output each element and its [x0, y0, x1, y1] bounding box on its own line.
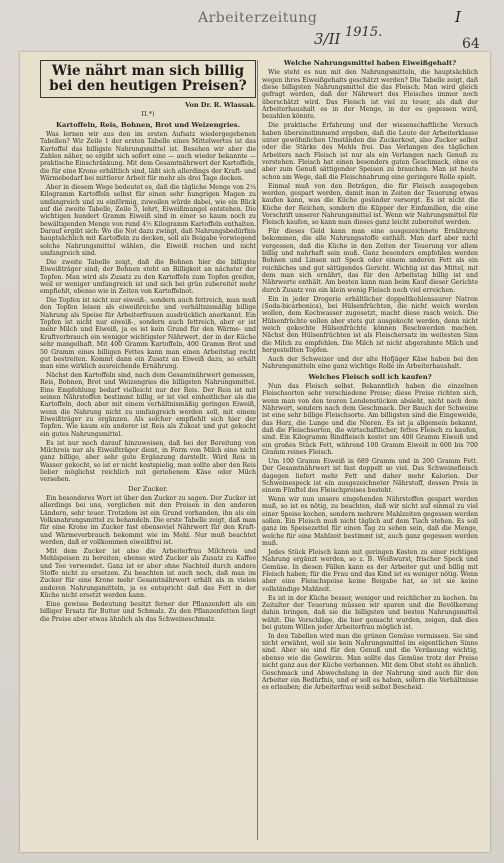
paragraph: Es ist nur noch darauf hinzuweisen, daß bei der Bereitung von Milchreis nur als Eiweißträger dient, in Form von Milch eine nicht ganz billige, aber sehr gute Ergänzung darstellt. Wird Reis in Wasser gekocht, so ist er nicht kostspielig, man sollte aber den Reis lieber möglichst reichlich mit geriebenem Käse oder Milch versehen. — [40, 439, 256, 484]
paragraph: In den Tabellen wird man die grünen Gemüse vermissen. Sie sind nicht erwähnt, weil sie kein Nahrungsmittel im eigentlichen Sinne sind. Aber sie sind für den Genuß und die Verdauung wichtig, ebenso wie die Gewürze. Man sollte das Gemüse trotz der Preise nicht ganz aus der Küche verbannen. Mit dem Obst steht es ähnlich. Geschmack und Abwechslung in der Nahrung sind auch für den Arbeiter ein Bedürfnis, und er soll es haben, sofern die Verhältnisse es erlauben; die Arbeiterfrau weiß selbst Bescheid. — [262, 632, 478, 692]
part-number: II.*) — [141, 110, 155, 119]
handwritten-year: 1915. — [345, 25, 383, 40]
byline: Von Dr. R. Wlassak. — [185, 101, 256, 109]
paragraph: Nächst den Kartoffeln sind, nach dem Gesamtnährwert gemessen, Reis, Bohnen, Brot und Weizengries die billigsten Nahrungsmittel. Eine Empfehlung bedarf vielleicht nur der Reis. Der Reis ist mit seinen Nährstoffen bestimmt billig, er ist viel einheitlicher als die Kartoffeln, doch aber mit einem verhältnismäßig geringen Eiweiß, wenn die Nahrung nicht zu umfangreich werden soll, mit einem Eiweißträger zu ergänzen. Als solcher empfiehlt sich hier der Topfen. Wie kaum ein anderer ist Reis als Zukost und gut gekocht ein gutes Nahrungsmittel. — [40, 372, 256, 438]
handwritten-date: 3/II — [314, 30, 341, 48]
paragraph: Eine gewisse Bedeutung besitzt ferner der Pflanzenfett als ein billiger Ersatz für Butter und Schmalz. Zu den Pflanzenfetten liegt die Preise aber etwas ähnlich als das Schweineschmalz. — [40, 600, 256, 623]
column-divider — [257, 60, 258, 840]
paragraph: Ein in jeder Drogerie erhältlicher doppeltkohlensaurer Natron (Soda-bicarbonica), bei Hülsenfrüchten, die nicht weich werden wollen, dem Kochwasser zugesetzt, macht diese rasch weich. Die Hülsenfrüchte sollen aber stets gut ausgekocht werden, denn nicht weich gekochte Hülsenfrüchte können Beschwerden machen. Nächst den Hülsenfrüchten ist als Fleischersatz im weitesten Sinn die Milch zu empfehlen. Die Milch ist nicht abgerahmte Milch und hergestellten Topfen. — [262, 295, 478, 355]
section-heading: Welche Nahrungsmittel haben Eiweißgehalt? — [283, 60, 457, 67]
subtitle: Kartoffeln, Reis, Bohnen, Brot und Weizengries. — [56, 120, 240, 129]
paragraph: Die praktische Erfahrung und der wissenschaftliche Versuch haben übereinstimmend ergeben, daß die Leute der Arbeiterklasse unter gewöhnlichen Umständen die Zuckerkost, also Zucker selbst oder die Stärke des Mehls frei. Das Verlangen des täglichen Arbeiters nach Fleisch ist nur als ein Verlangen nach Genuß zu verstehen. Fleisch hat einen besonders guten Geschmack, ohne es aber zum Genuß sättigender Speisen zu brauchen. Man ist heute schon am Wege, daß die Fleischnahrung eine geringere Rolle spielt. — [262, 122, 478, 181]
section-heading: Der Zucker. — [128, 484, 168, 493]
paragraph: Nun das Fleisch selbst. Bekanntlich haben die einzelnen Fleischsorten sehr verschiedene Preise; diese Preise richten sich, wenn man von den teuren Lendenstücken absieht, nicht nach dem Nährwert, sondern nach dem Geschmack. Der Bauch der Schweine ist eine sehr billige Fleischsorte. Am billigsten sind die Eingeweide, das Herz, die Lunge und die Nieren. Es ist ja allgemein bekannt, daß die Fleischsorten, die wirtschaftlicher, fettes Fleisch zu kaufen, sind. Ein Kilogramm Rindfleisch kostet um 400 Gramm Eiweiß und ein großes Stück Fett, während 100 Gramm Eiweiß in 600 bis 700 Gramm reines Fleisch. — [262, 382, 478, 457]
paragraph: Aber in diesem Wege bedeutet es, daß die tägliche Menge von 2¼ Kilogramm Kartoffeln selbst für einen sehr hungrigen Magen zu umfangreich und zu einförmig, zuweilen würde dabei, wie ein Blick auf die zweite Tabelle, Zeile 5, lehrt, Eiweißmangel entstehen. Die wichtigen hundert Gramm Eiweiß sind in einer so kaum noch zu bewältigenden Menge von rund 4½ Kilogramm Kartoffeln enthalten. Darauf ergibt sich: Wo die Not dazu zwingt, daß Nahrungsbedürfnis hauptsächlich mit Kartoffeln zu decken, soll als Beigabe vorwiegend solche Nahrungsmittel wählen, die Eiweiß reichen und nicht umfangreich sind. — [40, 183, 256, 258]
title-box — [40, 60, 256, 98]
paragraph: Die zweite Tabelle zeigt, daß die Bohnen hier die billigste Eiweißträger sind; der Bohnen steht an Billigkeit an nächster der Topfen. Man wird als Zusatz zu den Kartoffeln zum Topfen greifen, weil er weniger umfangreich ist und sich bei grün zubereitet mehr empfiehlt, ebenso wie in Zeiten von Kartoffelnot. — [40, 258, 256, 296]
paragraph: Mit dem Zucker ist also die Arbeiterfrau Milchreis und Mehlspeisen zu bereiten; ebenso wird Zucker als Zusatz zu Kaffee und Tee verwendet. Ganz ist er aber ohne Nachteil durch andere Stoffe nicht zu ersetzen. Zu beachten ist auch noch, daß man im Zucker für eine Krone mehr Gesamtnährwert erhält als in vielen anderen Nahrungsmitteln, ja es entspricht daß das Fett in der Küche nicht ersetzt werden kann. — [40, 547, 256, 599]
paragraph: Die Topfen ist nicht nur eiweiß-, sondern auch fettreich, man muß den Topfen leisen als eiweißreiche und verhältnismäßig billige Nahrung als Speise für Arbeiterfrauen ausdrücklich anerkannt. Ein Topfen ist nicht nur eiweiß-, sondern auch fettreich, aber er ist mehr Milch und Eiweiß, ja es ist kein Grund für den Wärme- und Kraftverbrauch ein weniger wichtigster Nährwert, der in der Küche sehr mangelhaft. Mit 400 Gramm Kartoffeln, 400 Gramm Brot und 50 Gramm eines billigen Fettes kann man einen Arbeitstag recht gut bestreiten. Kommt dann ein Zusatz an Eiweiß dazu, so erhält man eine wirklich ausreichende Ernährung. — [40, 297, 256, 371]
paragraph: Es ist in der Küche besser, weniger und reichlicher zu kochen. Im Zeitalter der Teuerung müssen wir sparen und die Bevölkerung dahin bringen, daß sie die billigsten und besten Nahrungsmittel wählt. Die Vorschläge, die hier gemacht wurden, zeigen, daß dies bei gutem Willen jeder Arbeiterfrau möglich ist. — [262, 594, 478, 631]
paragraph: Wie steht es nun mit den Nahrungsmitteln, die hauptsächlich wegen ihres Eiweißgehalts geschätzt werden? Die Tabelle zeigt, daß diese billigsten Nahrungsmittel die das Fleisch. Man wird gleich gefragt werden, daß der Nährwert des Fleisches immer noch überschätzt wird. Das Fleisch ist viel zu teuer, als daß der Arbeiterhaushalt es in der Menge, in der es gegessen wird, bezahlen könnte. — [262, 69, 478, 121]
paragraph: Jedes Stück Fleisch kann mit geringen Kosten zu einer richtigen Nahrung ergänzt werden, so z. B. Weißwurst, frischer Speck und Gemüse. In diesen Fällen kann es der Arbeiter gut und billig mit Fleisch haben; für die Frau und das Kind ist es weniger nötig. Wenn aber eine Fleischspeise keine Beigabe hat, so ist sie keine vollständige Mahlzeit. — [262, 549, 478, 593]
right-column — [262, 60, 478, 840]
paragraph: Wenn wir nun unsere eingehenden Nährstoffen gespart werden muß, so ist es nötig, zu beachten, daß wir nicht auf einmal zu viel einer Speise kochen, sondern mehrere Mahlzeiten gegessen werden sollen. Ein Fleisch muß nicht täglich auf dem Tisch stehen. Es soll ganz im Speisezettel für einen Tag zu sehen sein, daß die Menge, welche für eine Mahlzeit bestimmt ist, auch ganz gegessen werden muß. — [262, 496, 478, 548]
paragraph: Einmal muß von den Beträgen, die für Fleisch ausgegeben werden, gespart werden, damit man in Zeiten der Teuerung etwas kaufen kann, was die Küche gesünder versorgt. Es ist nicht die Küche der Reichen, sondern die Küpper der Einfamilien, die eine Vorschrift unserer Nahrungsmittel ist. Wenn wir Nahrungsmittel für Fleisch kaufen, so kann man dieses ganz leicht zubereitet werden. — [262, 182, 478, 227]
section-heading: Welches Fleisch soll ich kaufen? — [308, 372, 432, 381]
left-column — [40, 60, 256, 840]
paragraph: Was lernen wir aus den im ersten Aufsatz wiedergegebenen Tabellen? Wir Zeile 1 der ersten Tabelle eines Mittelwertes ist das Kartoffel das billigste Nahrungsmittel ist. Besehen wir aber die Zahlen näher, so ergibt sich sofort eine — auch wieder bekannte — praktische Einschränkung. Mit dem Gesamtnährwert der Kartoffeln, die für eine Krone erhältlich sind, läßt sich allerdings der Kraft- und Wärmebedarf bei mittlerer Arbeit für mehr als drei Tage decken. — [40, 131, 256, 183]
handwritten-roman-numeral: I — [455, 8, 461, 26]
page-number: 64 — [462, 36, 480, 52]
paragraph: Auch der Schweizer und der alte Hofjäger Käse haben bei den Nahrungsmitteln eine ganz wichtige Rolle im Arbeiterhaushalt. — [262, 355, 478, 371]
paragraph: Um 100 Gramm Eiweiß in 689 Gramm und in 200 Gramm Fett. Der Gesamtnährwert ist fast doppelt so viel. Das Schweinefleisch dagegen liefert mehr Fett und daher mehr Kalorien. Der Schweinespeck ist ein ausgezeichneter Nährstoff, dessen Preis in einem Fünftel des Fleischpreises besteht. — [262, 457, 478, 495]
paragraph: Ein besonderes Wort ist über den Zucker zu sagen. Der Zucker ist allerdings bei uns, verglichen mit den Preisen in den anderen Ländern, sehr teuer. Trotzdem ist ein Grund vorhanden, ihn als ein Volksnahrungsmittel zu behandeln. Die erste Tabelle zeigt, daß man für eine Krone im Zucker fast ebensoviel Nährwert für den Kraft- und Wärmeverbrauch bekommt wie im Mehl. Nur muß beachtet werden, daß er vollkommen eiweißfrei ist. — [40, 495, 256, 547]
publication-stamp: Arbeiterzeitung — [198, 10, 318, 26]
paragraph: Für dieses Geld kann man eine ausgezeichnete Ernährung bekommen, die alle Nahrungsstoffe enthält. Man darf aber nicht vergessen, daß die Küche in den Zeiten der Teuerung vor allem billig und nahrhaft sein muß. Ganz besonders empfohlen werden Bohnen und Linsen mit Speck oder einem anderen Fett als ein reichliches und gut sättigendes Gericht. Wichtig ist das Mittel, mit dem man sich ernährt, das für den Arbeitstag billig ist und Nährwerte enthält. Am besten kann man beim Kauf dieser Gerichte durch Zusatz von ein klein wenig Fleisch noch viel erreichen. — [262, 228, 478, 294]
article-title: Wie nährt man sich billig bei den heutigen Preisen? — [49, 63, 247, 94]
